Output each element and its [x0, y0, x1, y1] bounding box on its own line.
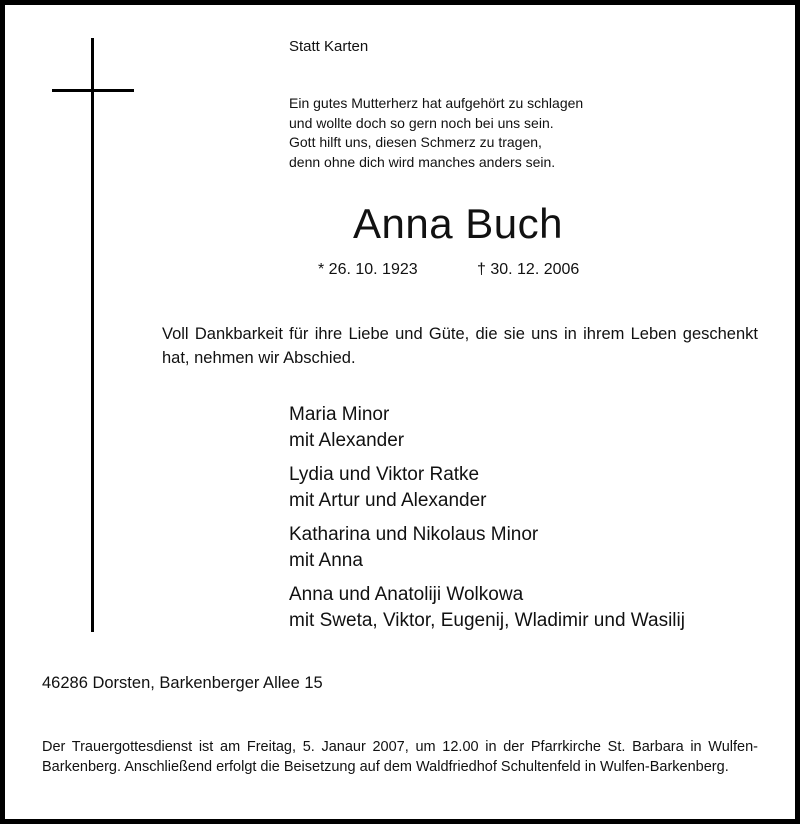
cross-vertical-bar — [91, 38, 94, 632]
address: 46286 Dorsten, Barkenberger Allee 15 — [42, 674, 323, 692]
family-names: Lydia und Viktor Ratke — [289, 464, 480, 485]
cross-horizontal-bar — [52, 89, 134, 92]
poem-line: Gott hilft uns, diesen Schmerz zu tragen, — [289, 134, 542, 150]
service-info: Der Trauergottesdienst ist am Freitag, 5. Janaur 2007, um 12.00 in der Pfarrkirche St. Barbara in Wulfen-Barkenberg. Anschließend erfolgt die Beisetzung auf dem Waldfriedhof Schultenfeld in Wulfen-Barkenberg. — [42, 739, 758, 775]
death-date: † 30. 12. 2006 — [477, 261, 580, 278]
family-children: mit Sweta, Viktor, Eugenij, Wladimir und Wasilij — [289, 610, 685, 631]
family-children: mit Artur und Alexander — [289, 490, 487, 511]
poem-line: und wollte doch so gern noch bei uns sein. — [289, 114, 554, 131]
family-names: Katharina und Nikolaus Minor — [289, 524, 539, 545]
family-group — [289, 402, 685, 454]
birth-date: * 26. 10. 1923 — [318, 261, 418, 278]
deceased-name: Anna Buch — [353, 200, 563, 247]
family-children: mit Anna — [289, 550, 363, 571]
thanks-text: Voll Dankbarkeit für ihre Liebe und Güte, die sie uns in ihrem Leben geschenkt hat, nehmen wir Abschied. — [162, 325, 758, 367]
family-names: Anna und Anatoliji Wolkowa — [289, 584, 524, 605]
family-group — [289, 462, 685, 514]
poem — [289, 94, 583, 172]
poem-line: denn ohne dich wird manches anders sein. — [289, 153, 556, 170]
poem-line: Ein gutes Mutterherz hat aufgehört zu schlagen — [289, 95, 584, 111]
family-group — [289, 522, 685, 574]
family-group — [289, 582, 685, 634]
header-text: Statt Karten — [289, 38, 369, 55]
family-names: Maria Minor — [289, 404, 390, 425]
family-children: mit Alexander — [289, 430, 405, 451]
family-list — [289, 402, 685, 642]
